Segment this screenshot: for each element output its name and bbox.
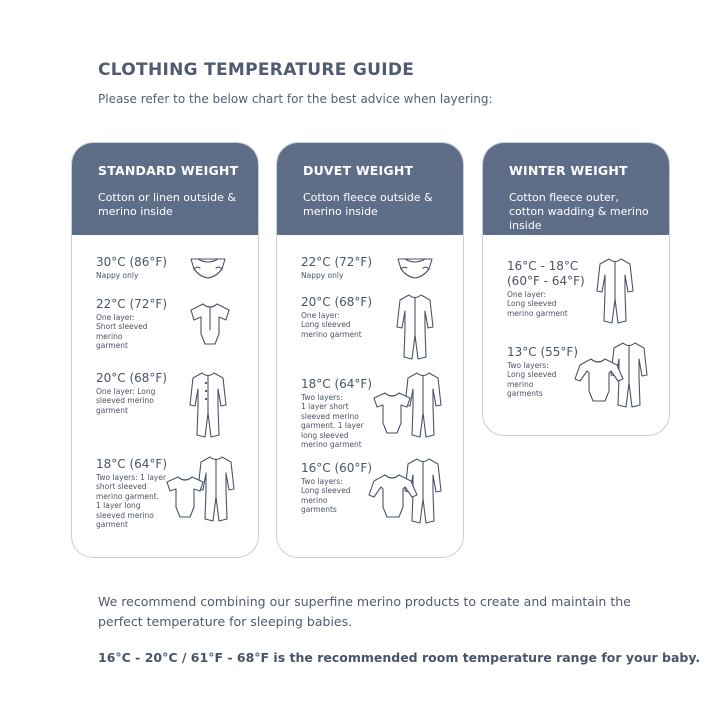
layer-note: Two layers: 1 layer short sleeved merino garment. 1 layer long sleeved merino garment [301, 393, 364, 450]
long-sleeve-sleepsuit-icon [395, 291, 435, 363]
card-header [72, 143, 258, 235]
list-item [96, 297, 167, 351]
layer-note: Nappy only [301, 271, 344, 280]
card-header [483, 143, 669, 235]
layer-note: One layer: Long sleeved merino garment [301, 311, 362, 339]
bodysuit-and-sleepsuit-icon [166, 453, 238, 527]
room-temperature-note: 16°C - 20°C / 61°F - 68°F is the recommended room temperature range for your baby. [98, 650, 701, 665]
temperature-label: 18°C (64°F) [96, 457, 167, 471]
card-description: Cotton or linen outside & merino inside [98, 191, 236, 218]
nappy-icon [395, 255, 435, 281]
card-description: Cotton fleece outside & merino inside [303, 191, 433, 218]
long-sleeve-sleepsuit-icon [188, 369, 228, 441]
temperature-label: 22°C (72°F) [301, 255, 372, 269]
short-sleeve-bodysuit-icon [186, 300, 234, 348]
list-item [301, 295, 372, 339]
two-long-sleeve-garments-icon [565, 339, 651, 411]
layer-note: Nappy only [96, 271, 139, 280]
list-item [507, 259, 585, 318]
list-item [96, 457, 167, 529]
two-long-sleeve-garments-icon [359, 455, 445, 527]
card-title: WINTER WEIGHT [509, 163, 628, 178]
layer-note: Two layers: 1 layer short sleeved merino garment. 1 layer long sleeved merino garment [96, 473, 167, 530]
temperature-label: 20°C (68°F) [96, 371, 167, 385]
layer-note: One layer: Long sleeved merino garment [96, 387, 156, 415]
temperature-label: 16°C - 18°C (60°F - 64°F) [507, 259, 585, 288]
temperature-label: 16°C (60°F) [301, 461, 372, 475]
temperature-label: 18°C (64°F) [301, 377, 372, 391]
card-title: DUVET WEIGHT [303, 163, 414, 178]
temperature-label: 13°C (55°F) [507, 345, 578, 359]
list-item [301, 377, 372, 449]
nappy-icon [188, 255, 228, 281]
card-header [277, 143, 463, 235]
layer-note: Two layers: Long sleeved merino garments [301, 477, 351, 515]
bodysuit-and-sleepsuit-icon [373, 369, 445, 443]
temperature-label: 20°C (68°F) [301, 295, 372, 309]
page-title: CLOTHING TEMPERATURE GUIDE [98, 60, 415, 80]
long-sleeve-sleepsuit-icon [595, 255, 635, 327]
layer-note: One layer: Long sleeved merino garment [507, 290, 568, 318]
temperature-label: 22°C (72°F) [96, 297, 167, 311]
recommendation-paragraph: We recommend combining our superfine merino products to create and maintain the perfect temperature for sleeping babies. [98, 594, 631, 629]
page-subtitle: Please refer to the below chart for the best advice when layering: [98, 92, 493, 106]
list-item [301, 255, 372, 280]
card-title: STANDARD WEIGHT [98, 163, 239, 178]
temperature-label: 30°C (86°F) [96, 255, 167, 269]
card-winter-weight [482, 142, 670, 436]
card-description: Cotton fleece outer, cotton wadding & merino inside [509, 191, 649, 232]
card-standard-weight [71, 142, 259, 558]
list-item [96, 371, 167, 415]
layer-note: One layer: Short sleeved merino garment [96, 313, 148, 351]
card-duvet-weight [276, 142, 464, 558]
list-item [96, 255, 167, 280]
layer-note: Two layers: Long sleeved merino garments [507, 361, 557, 399]
